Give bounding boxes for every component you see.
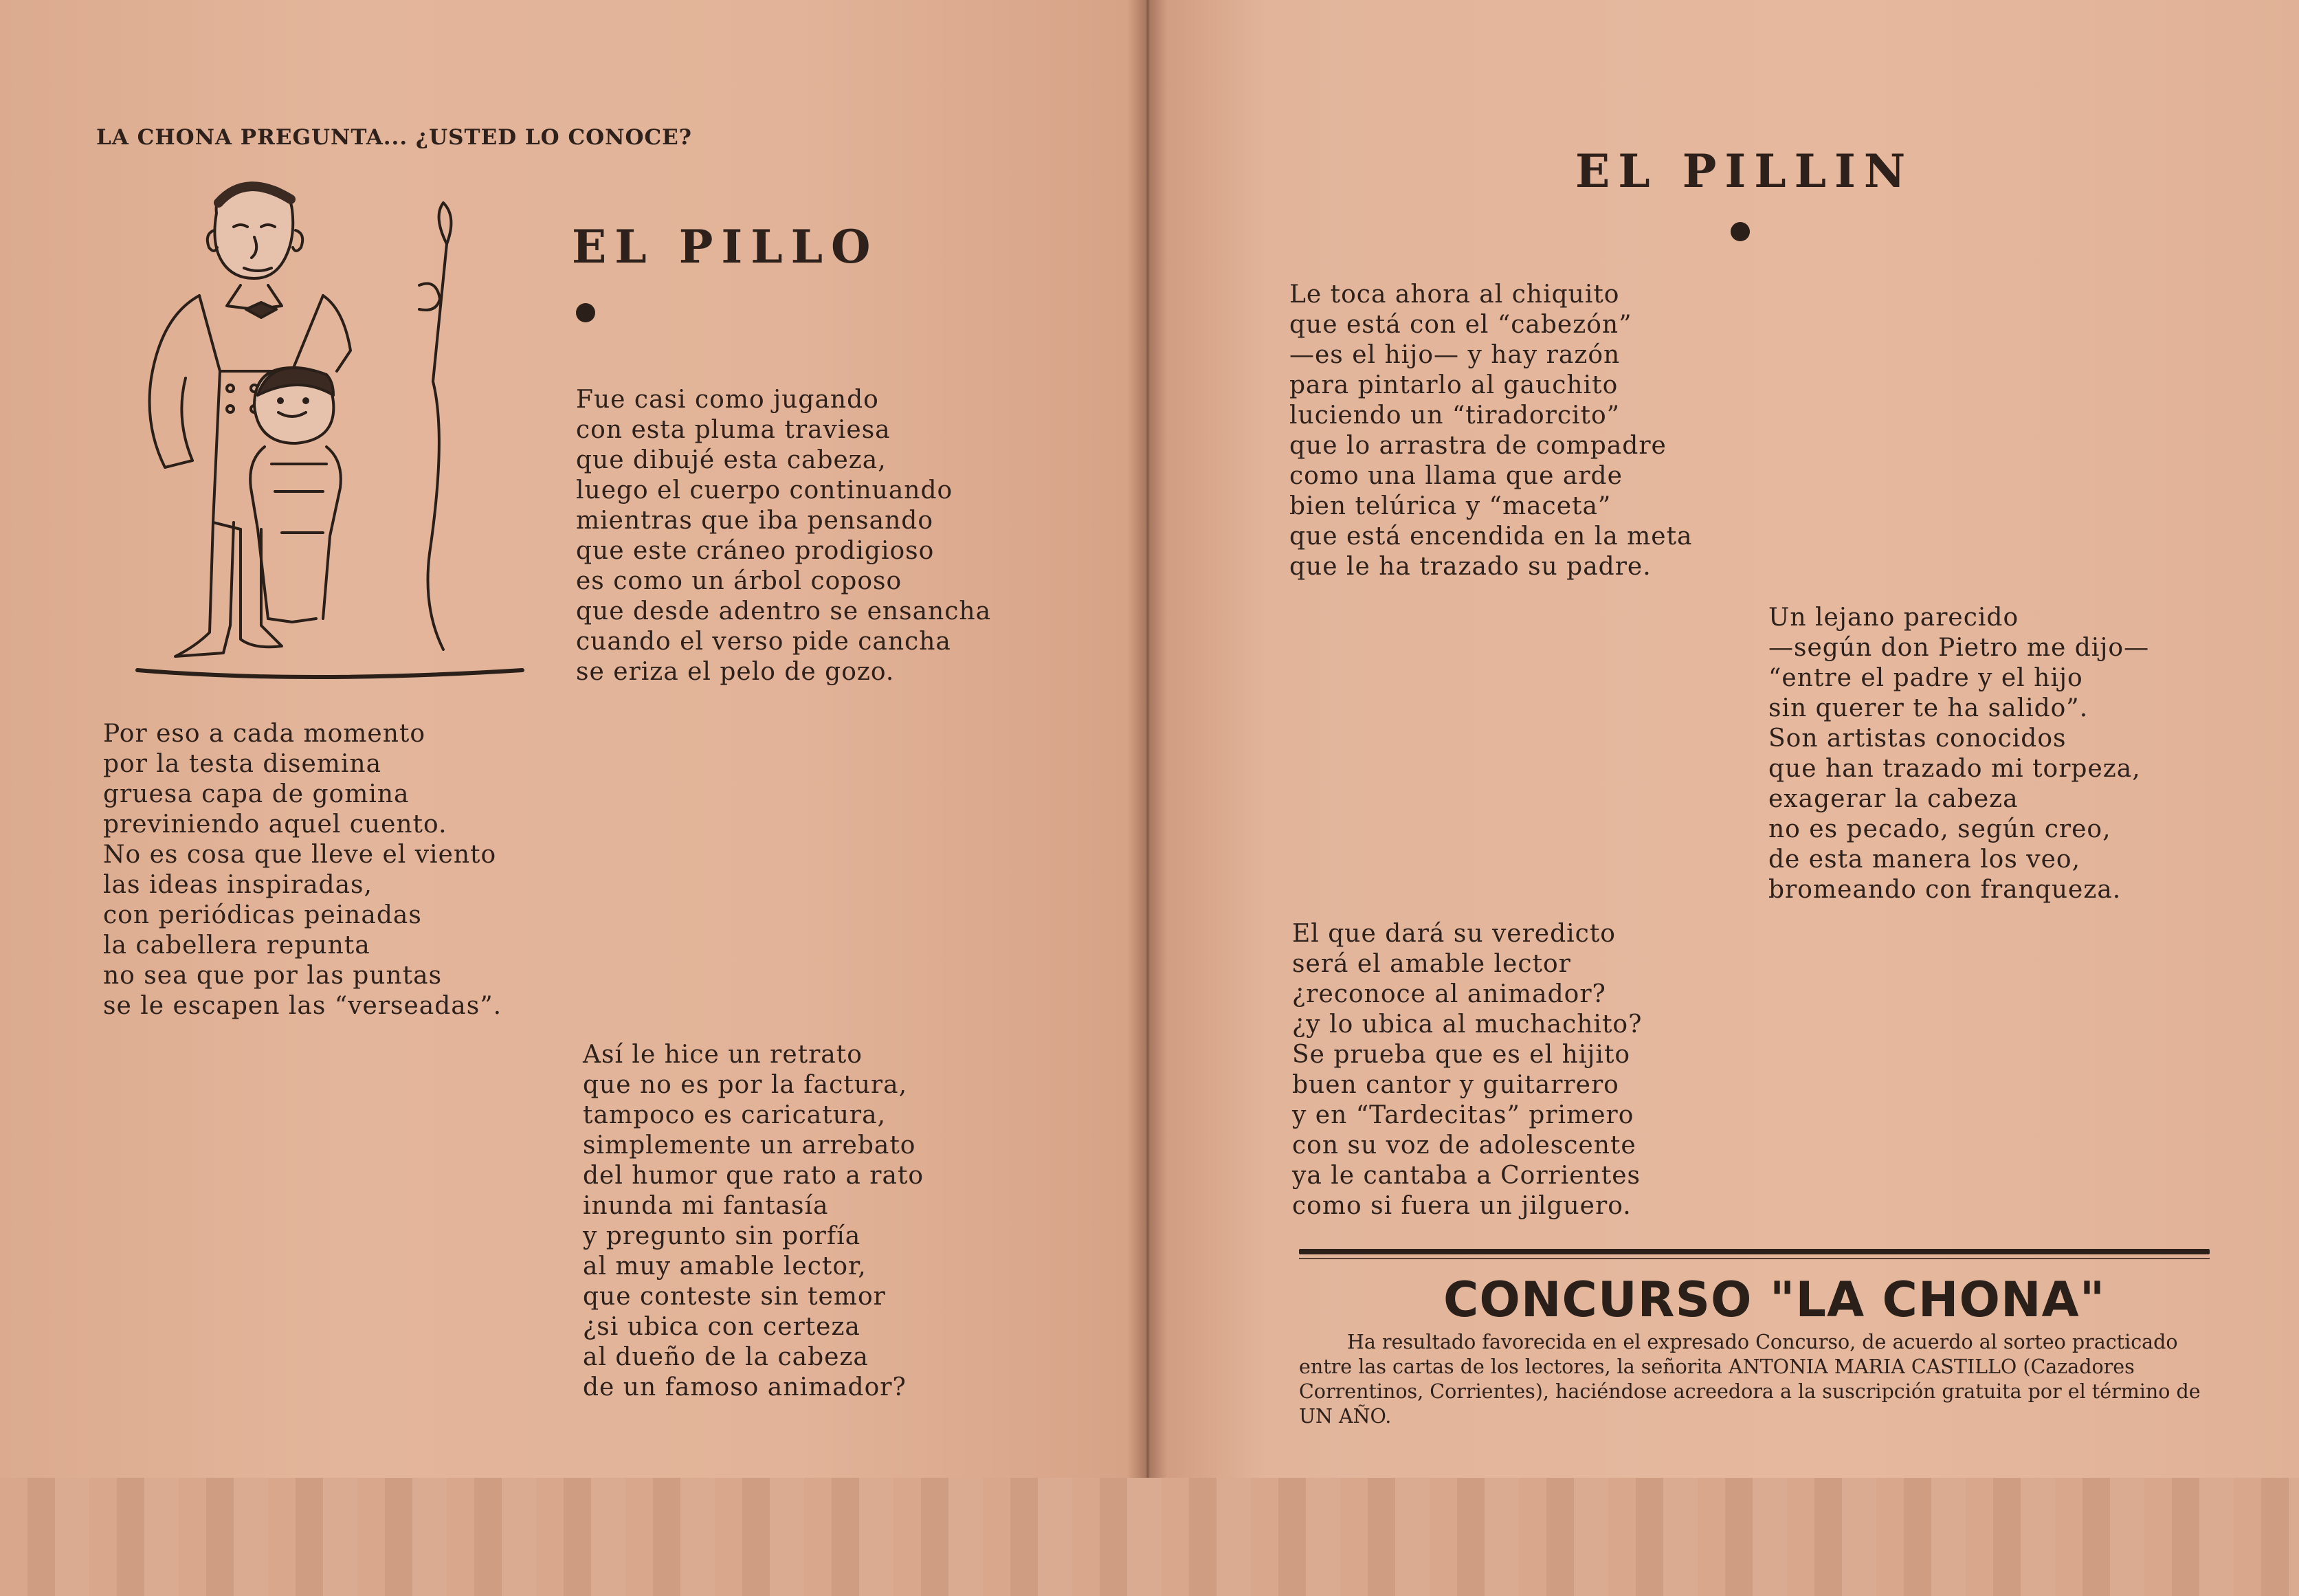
poem-stanza-3 (583, 1040, 924, 1403)
page-title-el-pillo: EL PILLO (572, 220, 879, 274)
poem-line: luciendo un “tiradorcito” (1289, 401, 1621, 430)
poem-line: al muy amable lector, (583, 1252, 867, 1281)
poem-line: gruesa capa de gomina (103, 780, 410, 808)
section-divider (1299, 1249, 2210, 1254)
poem-line: que conteste sin temor (583, 1283, 886, 1311)
poem-line: sin querer te ha salido”. (1768, 694, 2089, 722)
book-gutter (1127, 0, 1168, 1478)
poem-line: “entre el padre y el hijo (1768, 664, 2083, 692)
poem-line: Son artistas conocidos (1768, 724, 2067, 753)
poem-line: que está encendida en la meta (1289, 522, 1693, 551)
poem-line: ¿y lo ubica al muchachito? (1292, 1010, 1643, 1039)
poem-line: que han trazado mi torpeza, (1768, 755, 2141, 783)
poem-line: ¿si ubica con certeza (583, 1313, 860, 1341)
poem-line: Fue casi como jugando (576, 386, 879, 414)
section-divider-thin (1299, 1258, 2210, 1259)
poem-line: del humor que rato a rato (583, 1162, 924, 1190)
poem-line: cuando el verso pide cancha (576, 628, 951, 656)
poem-line: tampoco es caricatura, (583, 1101, 887, 1129)
poem-line: inunda mi fantasía (583, 1192, 829, 1220)
poem-line: luego el cuerpo continuando (576, 476, 953, 505)
poem-line: para pintarlo al gauchito (1289, 371, 1619, 399)
poem-line: Se prueba que es el hijito (1292, 1041, 1631, 1069)
running-head: LA CHONA PREGUNTA... ¿USTED LO CONOCE? (96, 125, 692, 150)
poem-line: como si fuera un jilguero. (1292, 1192, 1632, 1220)
poem-line: Le toca ahora al chiquito (1289, 280, 1620, 309)
poem-line: que le ha trazado su padre. (1289, 553, 1652, 581)
scan-bottom-edge (0, 1478, 2299, 1596)
poem-line: previniendo aquel cuento. (103, 810, 447, 839)
contest-heading: CONCURSO "LA CHONA" (1443, 1272, 2106, 1328)
poem-line: El que dará su veredicto (1292, 920, 1616, 948)
contest-announcement (1299, 1330, 2210, 1429)
poem-line: bromeando con franqueza. (1768, 876, 2122, 904)
poem-line: no sea que por las puntas (103, 962, 443, 990)
poem-line: las ideas inspiradas, (103, 871, 373, 899)
poem-line: exagerar la cabeza (1768, 785, 2019, 813)
page-title-el-pillin: EL PILLIN (1575, 144, 1914, 198)
poem-line: simplemente un arrebato (583, 1131, 916, 1160)
poem-stanza-1 (1289, 280, 1693, 582)
poem-line: con esta pluma traviesa (576, 416, 891, 444)
poem-line: que está con el “cabezón” (1289, 311, 1632, 339)
poem-line: ya le cantaba a Corrientes (1292, 1162, 1641, 1190)
poem-stanza-1 (576, 385, 991, 687)
poem-line: que no es por la factura, (583, 1071, 908, 1099)
poem-line: ¿reconoce al animador? (1292, 980, 1606, 1008)
poem-line: por la testa disemina (103, 750, 382, 778)
poem-line: de un famoso animador? (583, 1373, 907, 1401)
poem-line: bien telúrica y “maceta” (1289, 492, 1612, 520)
poem-line: —según don Pietro me dijo— (1768, 634, 2150, 662)
poem-stanza-2 (1768, 603, 2149, 905)
poem-line: que desde adentro se ensancha (576, 597, 992, 625)
poem-line: que lo arrastra de compadre (1289, 432, 1667, 460)
poem-line: será el amable lector (1292, 950, 1571, 978)
poem-stanza-2 (103, 719, 502, 1021)
poem-line: al dueño de la cabeza (583, 1343, 869, 1371)
contest-body-text: Ha resultado favorecida en el expresado Concurso, de acuerdo al sorteo practicado entre las cartas de los lectores, la señorita ANTONIA MARIA CASTILLO (Cazadores Correntinos, Corrientes), haciéndose acreedora a la suscripción gratuita por el término de UN AÑO. (1299, 1331, 2201, 1428)
poem-line: no es pecado, según creo, (1768, 815, 2111, 843)
poem-line: de esta manera los veo, (1768, 845, 2081, 874)
poem-line: Un lejano parecido (1768, 603, 2019, 632)
poem-line: que este cráneo prodigioso (576, 537, 935, 565)
right-page (1155, 0, 2299, 1478)
poem-stanza-3 (1292, 919, 1642, 1221)
poem-line: —es el hijo— y hay razón (1289, 341, 1621, 369)
poem-line: Por eso a cada momento (103, 720, 426, 748)
title-bullet (1731, 222, 1750, 241)
poem-line: y pregunto sin porfía (583, 1222, 861, 1250)
poem-line: se le escapen las “verseadas”. (103, 992, 502, 1020)
poem-line: Así le hice un retrato (583, 1041, 863, 1069)
poem-line: con periódicas peinadas (103, 901, 422, 929)
left-page (0, 0, 1144, 1478)
poem-line: No es cosa que lleve el viento (103, 841, 497, 869)
poem-line: que dibujé esta cabeza, (576, 446, 887, 474)
caricature-illustration (96, 175, 564, 698)
poem-line: como una llama que arde (1289, 462, 1623, 490)
title-bullet (576, 303, 595, 322)
poem-line: y en “Tardecitas” primero (1292, 1101, 1634, 1129)
poem-line: se eriza el pelo de gozo. (576, 658, 895, 686)
poem-line: con su voz de adolescente (1292, 1131, 1636, 1160)
poem-line: buen cantor y guitarrero (1292, 1071, 1619, 1099)
poem-line: mientras que iba pensando (576, 507, 934, 535)
poem-line: la cabellera repunta (103, 931, 370, 960)
poem-line: es como un árbol coposo (576, 567, 902, 595)
